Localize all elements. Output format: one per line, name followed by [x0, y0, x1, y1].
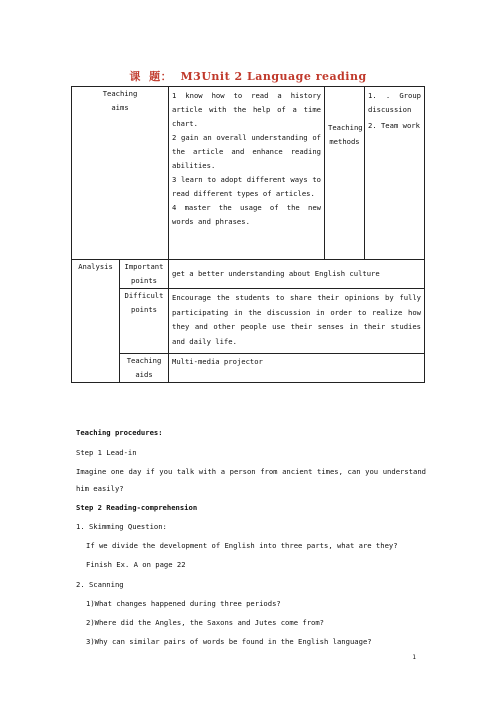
- teaching-aims-label: Teaching aims: [72, 87, 169, 260]
- teaching-methods-cell: [365, 87, 425, 260]
- skimming-question: If we divide the development of English into three parts, what are they?: [86, 541, 398, 550]
- teaching-methods-label: Teaching methods: [325, 87, 365, 260]
- aids-row: [72, 354, 425, 383]
- step2-title: Step 2 Reading-comprehension: [76, 503, 198, 512]
- method-item: 1. . Group discussion: [368, 91, 421, 114]
- important-row: [72, 260, 425, 289]
- difficult-row: [72, 289, 425, 354]
- aims-row: [72, 87, 425, 260]
- procedures-heading: Teaching procedures:: [76, 428, 163, 437]
- title-prefix: 课: [129, 70, 141, 83]
- teaching-aims-cell: [169, 87, 325, 260]
- aim-item: 3 learn to adopt different ways to read different types of articles.: [172, 175, 321, 198]
- title-label: 题：: [149, 70, 173, 83]
- aim-item: 2 gain an overall understanding of the article and enhance reading abilities.: [172, 133, 321, 170]
- analysis-label: Analysis: [72, 260, 120, 383]
- important-points-label: Important points: [120, 260, 169, 289]
- important-points-text: get a better understanding about English culture: [169, 260, 425, 289]
- page-number: 1: [412, 654, 416, 661]
- teaching-aids-text: Multi-media projector: [169, 354, 425, 383]
- scanning-question: 2)Where did the Angles, the Saxons and Jutes come from?: [86, 618, 324, 627]
- step1-title: Step 1 Lead-in: [76, 448, 137, 457]
- teaching-aids-label: Teaching aids: [120, 354, 169, 383]
- title-text: M3Unit 2 Language reading: [180, 70, 367, 83]
- scanning-title: 2. Scanning: [76, 580, 124, 589]
- step1-text: Imagine one day if you talk with a person from ancient times, can you understand him easily?: [76, 467, 426, 493]
- aim-item: 1 know how to read a history article with the help of a time chart.: [172, 91, 321, 128]
- lesson-plan-table: [71, 86, 425, 383]
- scanning-question: 1)What changes happened during three periods?: [86, 599, 281, 608]
- aim-item: 4 master the usage of the new words and phrases.: [172, 203, 321, 226]
- difficult-points-label: Difficult points: [120, 289, 169, 354]
- difficult-points-text: Encourage the students to share their opinions by fully participating in the discussion in order to realize how they and other people use their senses in their studies and daily life.: [169, 289, 425, 354]
- method-item: 2. Team work: [368, 121, 420, 130]
- skimming-exercise: Finish Ex. A on page 22: [86, 560, 186, 569]
- page-title: [0, 68, 496, 84]
- skimming-title: 1. Skimming Question:: [76, 522, 167, 531]
- scanning-question: 3)Why can similar pairs of words be found in the English language?: [86, 637, 372, 646]
